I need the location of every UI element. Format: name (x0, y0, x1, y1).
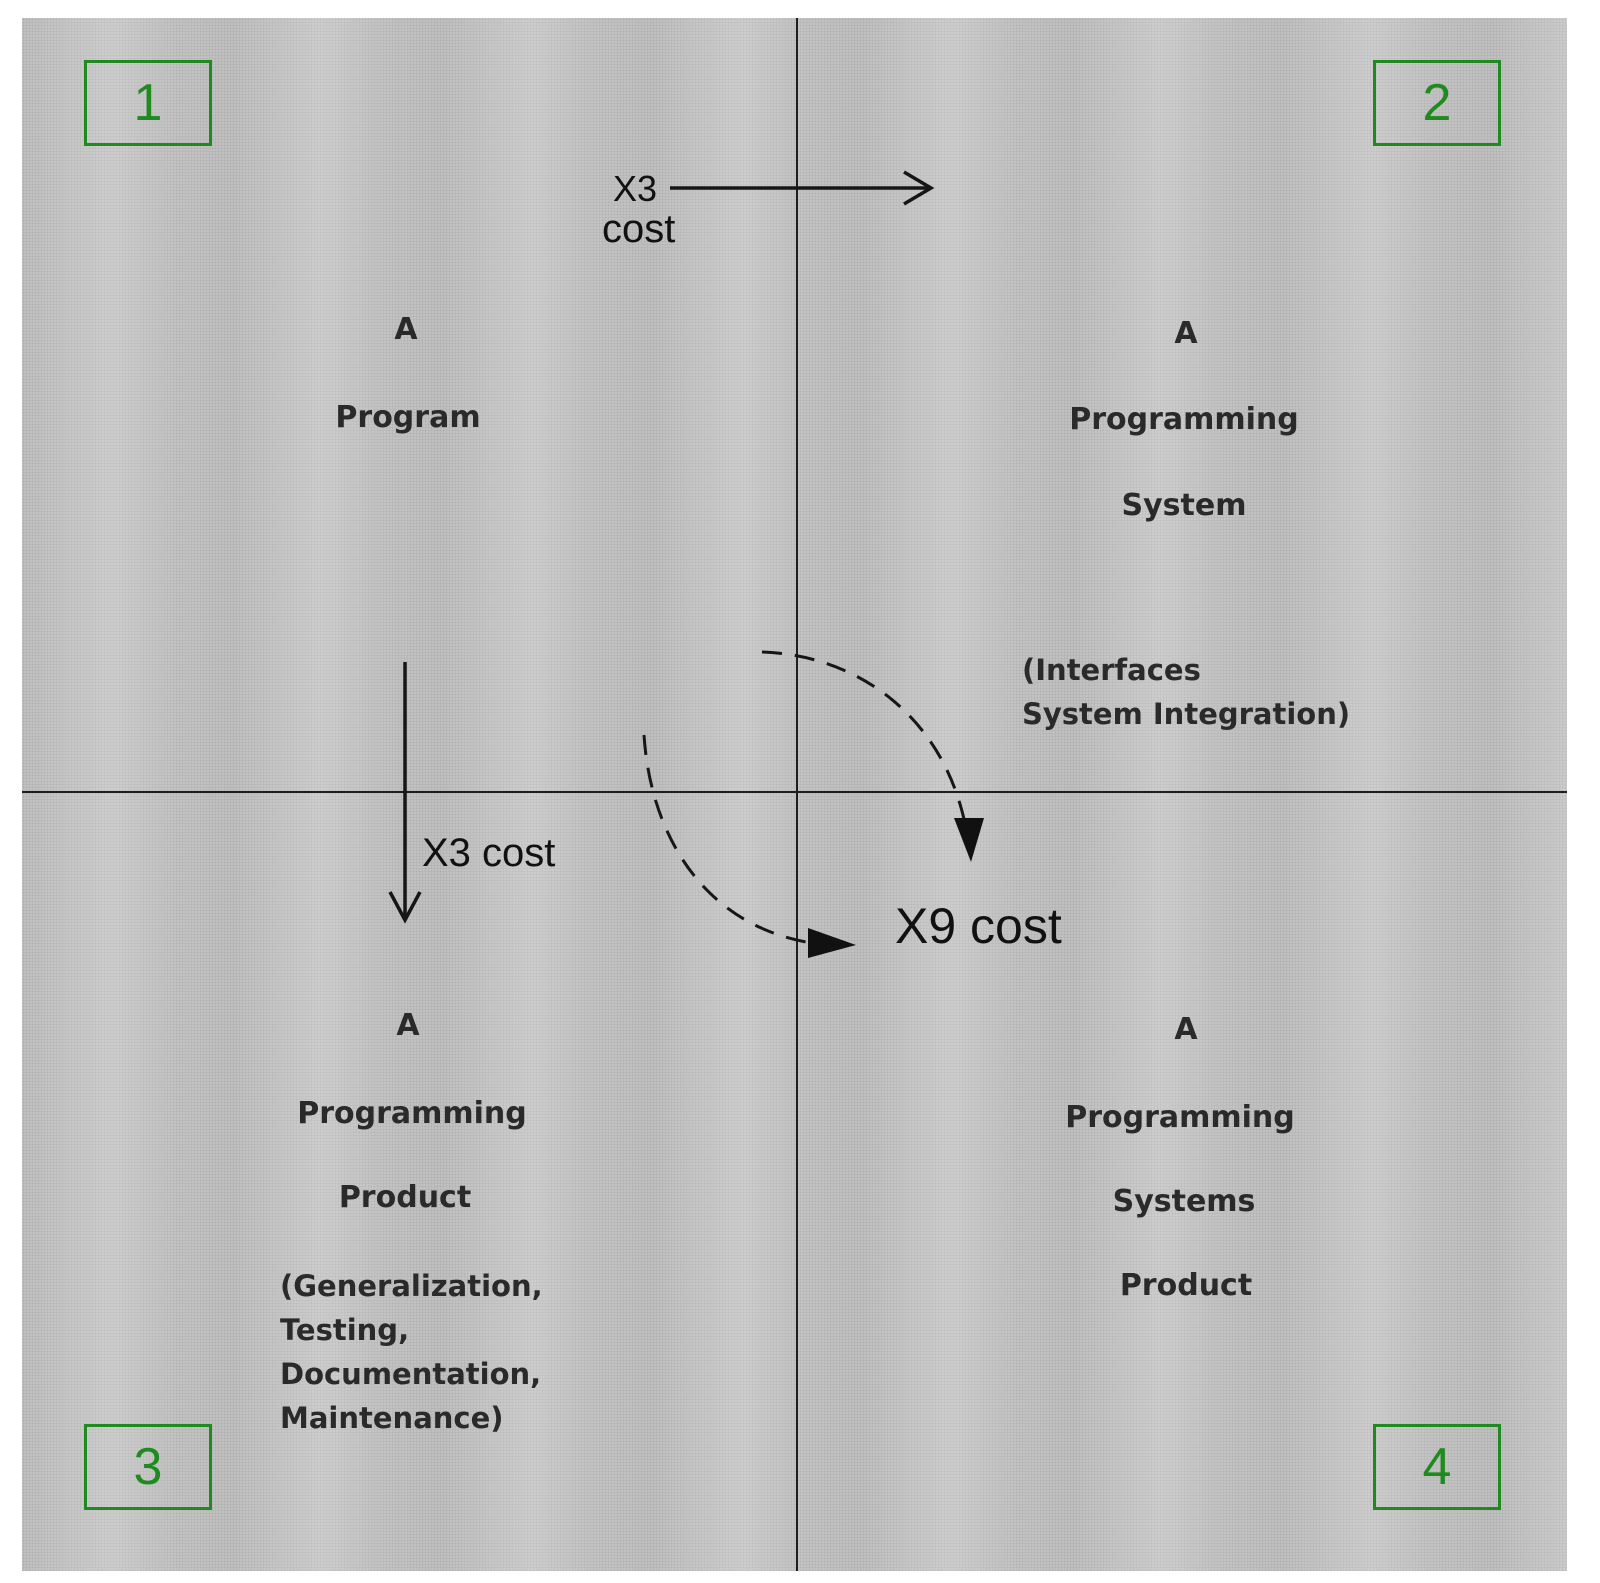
quadrant-3-number: 3 (84, 1424, 212, 1510)
dashed-curve-to-q4 (762, 652, 968, 840)
q3-title-line1: Programming (297, 1096, 527, 1131)
q2-note-line2: System Integration) (1022, 697, 1351, 731)
q4-title-line1: Programming (1065, 1100, 1295, 1135)
q1-title: Program (335, 400, 481, 435)
dashed-arrowhead-down (954, 818, 984, 862)
dashed-arrowhead-right (808, 928, 856, 958)
x3-vertical-label: X3 cost (422, 831, 556, 875)
q2-title-line1: Programming (1069, 402, 1299, 437)
q3-note-line3: Documentation, (280, 1357, 542, 1391)
x3-horizontal-label-line2: cost (602, 207, 676, 251)
q3-title-line2: Product (338, 1180, 472, 1215)
x3-horizontal-label-line1: X3 (613, 168, 658, 209)
q2-title-line2: System (1121, 488, 1247, 523)
dashed-curve-to-x9 (644, 735, 812, 943)
quadrant-4-number: 4 (1373, 1424, 1501, 1510)
q3-article: A (396, 1008, 420, 1043)
q3-note-line2: Testing, (280, 1313, 410, 1347)
quadrant-1-number: 1 (84, 60, 212, 146)
q4-article: A (1174, 1012, 1198, 1047)
q2-article: A (1174, 316, 1198, 351)
q3-note-line1: (Generalization, (280, 1269, 543, 1303)
quadrant-2-number: 2 (1373, 60, 1501, 146)
x9-cost-label: X9 cost (895, 898, 1062, 954)
q3-note-line4: Maintenance) (280, 1401, 504, 1435)
q4-title-line3: Product (1119, 1268, 1253, 1303)
q4-title-line2: Systems (1112, 1184, 1256, 1219)
q1-article: A (394, 312, 418, 347)
q2-note-line1: (Interfaces (1022, 653, 1201, 687)
